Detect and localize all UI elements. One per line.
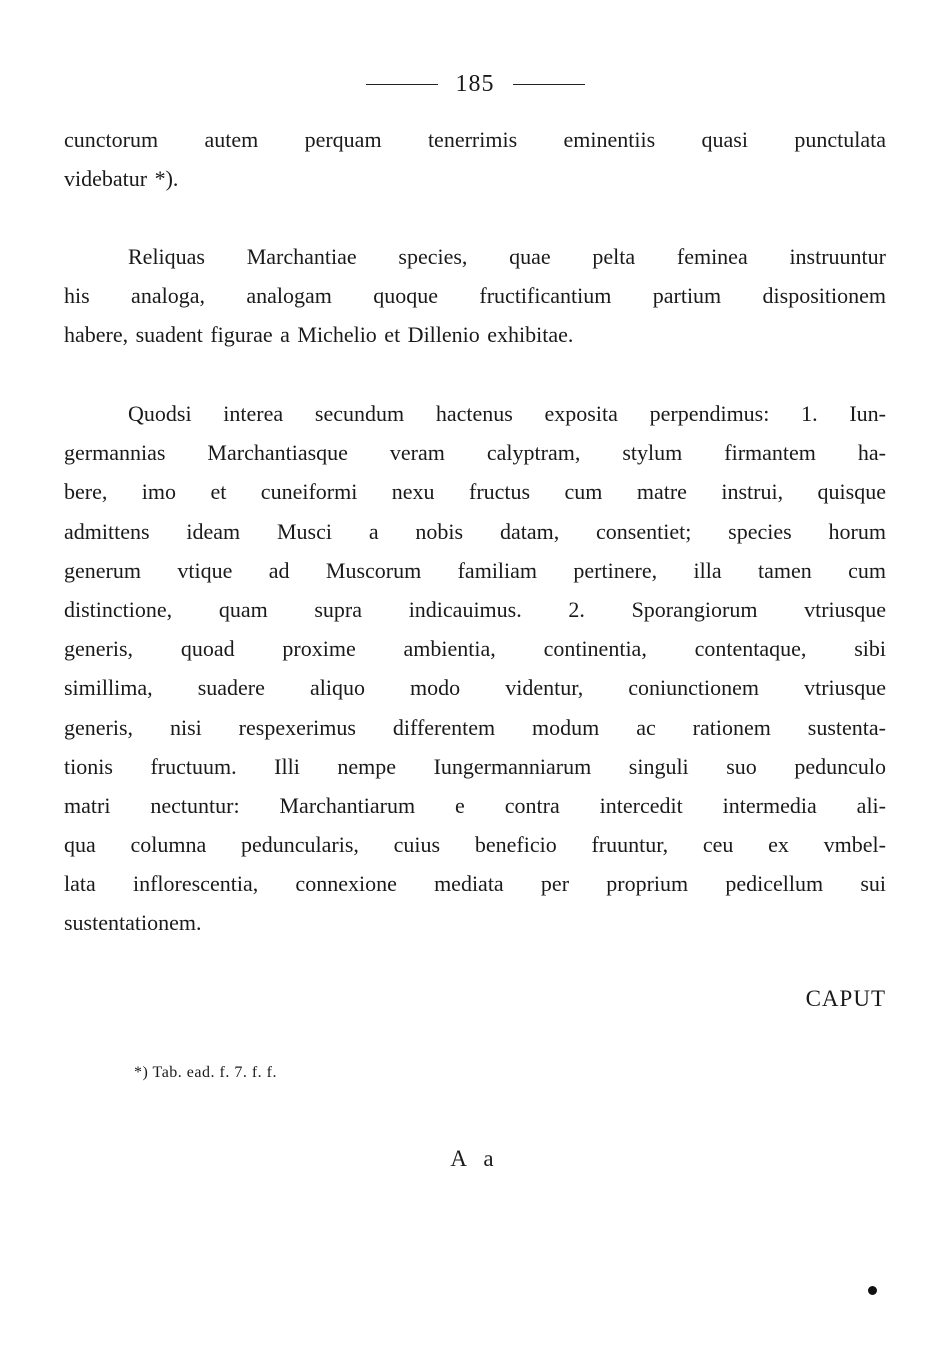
text-line: distinctione, quam supra indicauimus. 2. Sporangiorum vtriusque: [64, 596, 886, 622]
text-line: generum vtique ad Muscorum familiam pertinere, illa tamen cum: [64, 557, 886, 583]
paragraph-3: [64, 394, 886, 943]
text-line: generis, nisi respexerimus differentem modum ac rationem sustenta-: [64, 714, 886, 740]
text-line: qua columna peduncularis, cuius beneficio fruuntur, ceu ex vmbel-: [64, 832, 886, 858]
page-header: [0, 64, 950, 104]
text-line: bere, imo et cuneiformi nexu fructus cum matre instrui, quisque: [64, 479, 886, 505]
paragraph-1: [64, 120, 886, 198]
text-line: germannias Marchantiasque veram calyptram, stylum firmantem ha-: [64, 440, 886, 466]
text-line: Reliquas Marchantiae species, quae pelta feminea instruuntur: [128, 244, 886, 269]
text-line: videbatur *).: [64, 166, 179, 192]
text-line: generis, quoad proxime ambientia, continentia, contentaque, sibi: [64, 636, 886, 662]
header-rule-right: [513, 84, 585, 85]
text-line: simillima, suadere aliquo modo videntur, coniunctionem vtriusque: [64, 675, 886, 701]
text-line: lata inflorescentia, connexione mediata per proprium pedicellum sui: [64, 871, 886, 897]
text-line: habere, suadent figurae a Michelio et Dillenio exhibitae.: [64, 322, 574, 348]
text-line: cunctorum autem perquam tenerrimis eminentiis quasi punctulata: [64, 127, 886, 152]
text-line: his analoga, analogam quoque fructificantium partium dispositionem: [64, 283, 886, 309]
header-rule-left: [366, 84, 438, 85]
catchword: CAPUT: [805, 986, 886, 1011]
text-line: matri nectuntur: Marchantiarum e contra intercedit intermedia ali-: [64, 792, 886, 818]
text-line: Quodsi interea secundum hactenus exposita perpendimus: 1. Iun-: [128, 401, 886, 426]
signature-mark: A a: [450, 1146, 500, 1171]
paragraph-2: [64, 237, 886, 355]
page-number: 185: [455, 70, 495, 97]
text-line: tionis fructuum. Illi nempe Iungermanniarum singuli suo pedunculo: [64, 753, 886, 779]
ink-speck: [868, 1286, 877, 1295]
text-line: sustentationem.: [64, 910, 202, 936]
text-line: admittens ideam Musci a nobis datam, consentiet; species horum: [64, 518, 886, 544]
footnote: *) Tab. ead. f. 7. f. f.: [134, 1064, 277, 1081]
